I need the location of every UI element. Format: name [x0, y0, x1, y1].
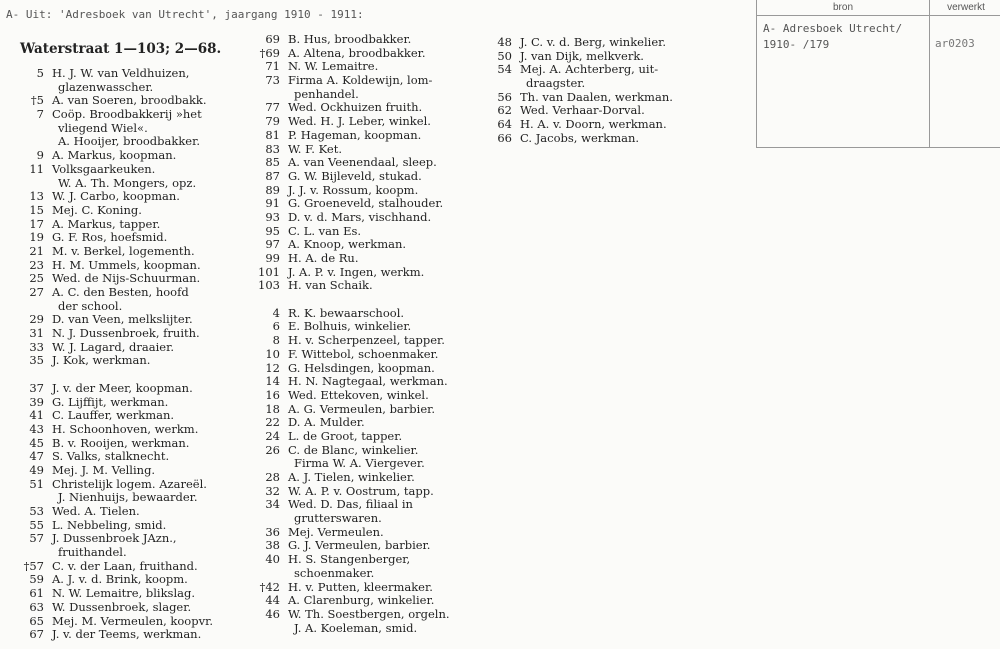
house-number: 95	[265, 223, 280, 238]
resident-entry: A. J. v. d. Brink, koopm.	[52, 572, 188, 587]
house-number: 56	[497, 89, 512, 104]
house-number: 65	[29, 613, 44, 628]
resident-entry: B. v. Rooijen, werkman.	[52, 435, 190, 450]
house-number: 53	[29, 504, 44, 518]
resident-entry: H. J. W. van Veldhuizen,	[52, 66, 190, 80]
resident-entry: W. J. Lagard, draaier.	[52, 339, 174, 354]
house-number: 97	[265, 237, 280, 252]
resident-entry: H. M. Ummels, koopman.	[52, 257, 201, 272]
resident-entry: J. C. v. d. Berg, winkelier.	[520, 35, 667, 49]
resident-entry: B. Hus, broodbakker.	[288, 32, 412, 46]
resident-entry: S. Valks, stalknecht.	[52, 449, 170, 464]
house-number: 79	[265, 114, 280, 129]
resident-entry: J. A. Koeleman, smid.	[294, 620, 418, 635]
resident-entry: J. J. v. Rossum, koopm.	[288, 182, 419, 197]
resident-entry: C. Lauffer, werkman.	[52, 408, 175, 423]
resident-entry: H. A. v. Doorn, werkman.	[520, 117, 667, 132]
table-divider	[929, 15, 930, 147]
resident-entry: A. Knoop, werkman.	[288, 237, 407, 252]
house-number: 57	[29, 531, 44, 546]
resident-entry: H. S. Stangenberger,	[288, 552, 411, 567]
resident-entry: J. A. P. v. Ingen, werkm.	[288, 264, 425, 279]
resident-entry: Wed. Verhaar-Dorval.	[520, 103, 645, 118]
house-number: 33	[29, 339, 44, 354]
resident-entry: penhandel.	[294, 86, 359, 101]
house-number: 59	[29, 572, 44, 587]
resident-entry: Coöp. Broodbakkerij »het	[52, 107, 202, 122]
resident-entry: Mej. C. Koning.	[52, 202, 142, 217]
resident-entry: A. G. Vermeulen, barbier.	[288, 401, 436, 416]
house-number: 34	[265, 497, 280, 512]
house-number: 19	[29, 230, 44, 245]
house-number: 22	[265, 415, 280, 430]
resident-entry: A. Clarenburg, winkelier.	[288, 593, 435, 608]
resident-entry: H. v. Putten, kleermaker.	[288, 579, 433, 594]
house-number: 32	[265, 483, 280, 498]
house-number: 37	[29, 380, 44, 395]
resident-entry: Mej. M. Vermeulen, koopvr.	[52, 613, 213, 628]
house-number: 7	[36, 107, 44, 122]
resident-entry: W. Th. Soestbergen, orgeln.	[288, 606, 450, 621]
resident-entry: W. F. Ket.	[288, 141, 342, 156]
house-number: 101	[258, 264, 280, 279]
column-header-verwerkt: verwerkt	[929, 0, 1000, 16]
house-number: 21	[29, 243, 44, 258]
resident-entry: W. A. Th. Mongers, opz.	[58, 175, 197, 190]
resident-entry: W. J. Carbo, koopman.	[52, 189, 180, 204]
house-number: 43	[29, 421, 44, 436]
resident-entry: Wed. D. Das, filiaal in	[288, 497, 413, 512]
resident-entry: A. van Veenendaal, sleep.	[288, 155, 437, 170]
house-number: 71	[265, 59, 280, 74]
resident-entry: W. A. P. v. Oostrum, tapp.	[288, 483, 434, 498]
resident-entry: C. v. der Laan, fruithand.	[52, 558, 198, 573]
house-number: 61	[29, 586, 44, 601]
house-number: 91	[265, 196, 280, 211]
house-number: 64	[497, 117, 512, 132]
resident-entry: Th. van Daalen, werkman.	[520, 89, 673, 104]
resident-entry: D. v. d. Mars, vischhand.	[288, 209, 432, 224]
house-number: 13	[29, 189, 44, 204]
column-header-bron: bron	[757, 0, 929, 16]
resident-entry: E. Bolhuis, winkelier.	[288, 319, 412, 334]
resident-entry: N. W. Lemaitre, blikslag.	[52, 586, 196, 601]
resident-entry: H. A. de Ru.	[288, 251, 359, 265]
resident-entry: A. van Soeren, broodbakk.	[52, 93, 207, 108]
resident-entry: G. W. Bijleveld, stukad.	[288, 168, 422, 183]
resident-entry: Volksgaarkeuken.	[52, 161, 156, 176]
house-number: 47	[29, 449, 44, 464]
resident-entry: draagster.	[526, 76, 586, 91]
street-title: Waterstraat 1—103; 2—68.	[20, 41, 222, 57]
resident-entry: N. W. Lemaitre.	[288, 59, 379, 74]
house-number: 25	[29, 271, 44, 286]
house-number: 66	[497, 130, 512, 145]
house-number: 87	[265, 168, 280, 183]
house-number: 15	[29, 202, 44, 217]
house-number: 73	[265, 73, 280, 88]
resident-entry: glazenwasscher.	[58, 79, 154, 94]
resident-entry: Wed. A. Tielen.	[52, 504, 140, 518]
resident-entry: F. Wittebol, schoenmaker.	[288, 346, 439, 361]
house-number: 35	[29, 353, 44, 368]
resident-entry: H. v. Scherpenzeel, tapper.	[288, 333, 445, 348]
resident-entry: A. Markus, tapper.	[52, 216, 161, 231]
resident-entry: J. Dussenbroek JAzn.,	[52, 531, 177, 546]
house-number: †57	[23, 558, 44, 573]
house-number: 54	[497, 62, 512, 77]
house-number: 27	[29, 285, 44, 299]
resident-entry: G. F. Ros, hoefsmid.	[52, 230, 168, 245]
house-number: 16	[265, 387, 280, 402]
house-number: 17	[29, 216, 44, 231]
house-number: 67	[29, 627, 44, 642]
resident-entry: schoenmaker.	[294, 565, 375, 580]
resident-entry: J. v. der Meer, koopman.	[52, 380, 193, 395]
house-number: †42	[259, 579, 280, 594]
resident-entry: J. Nienhuijs, bewaarder.	[58, 490, 198, 505]
house-number: 50	[497, 48, 512, 63]
resident-entry: D. van Veen, melkslijter.	[52, 312, 193, 327]
resident-entry: N. J. Dussenbroek, fruith.	[52, 326, 200, 341]
resident-entry: J. Kok, werkman.	[52, 353, 151, 368]
house-number: 46	[265, 606, 280, 621]
resident-entry: W. Dussenbroek, slager.	[52, 599, 192, 614]
resident-entry: J. v. der Teems, werkman.	[52, 627, 202, 642]
house-number: 26	[265, 442, 280, 457]
resident-entry: A. Hooijer, broodbakker.	[58, 134, 201, 149]
house-number: 5	[36, 66, 44, 80]
house-number: †5	[30, 93, 44, 108]
resident-entry: Wed. Ockhuizen fruith.	[288, 100, 423, 115]
house-number: 103	[258, 278, 280, 293]
resident-entry: Firma A. Koldewijn, lom-	[288, 73, 433, 88]
house-number: 38	[265, 538, 280, 553]
house-number: 6	[272, 319, 280, 334]
resident-entry: J. van Dijk, melkverk.	[520, 48, 644, 63]
resident-entry: L. de Groot, tapper.	[288, 428, 403, 443]
resident-entry: P. Hageman, koopman.	[288, 127, 422, 142]
house-number: 62	[497, 103, 512, 118]
resident-entry: Wed. de Nijs-Schuurman.	[52, 271, 201, 286]
bron-line: 1910- /179	[763, 38, 830, 51]
resident-entry: H. Schoonhoven, werkm.	[52, 421, 199, 436]
resident-entry: Mej. J. M. Velling.	[52, 462, 156, 477]
resident-entry: H. N. Nagtegaal, werkman.	[288, 374, 448, 389]
house-number: 4	[272, 305, 280, 320]
resident-entry: A. Markus, koopman.	[52, 148, 177, 163]
house-number: 8	[272, 333, 280, 348]
house-number: 55	[29, 517, 44, 532]
house-number: 40	[265, 552, 280, 567]
house-number: 49	[29, 462, 44, 477]
resident-entry: G. J. Vermeulen, barbier.	[288, 538, 431, 553]
house-number: 29	[29, 312, 44, 327]
house-number: 18	[265, 401, 280, 416]
house-number: 81	[265, 127, 280, 142]
house-number: 77	[265, 100, 280, 115]
resident-entry: H. van Schaik.	[288, 278, 373, 293]
house-number: 10	[265, 346, 280, 361]
resident-entry: A. Altena, broodbakker.	[288, 45, 426, 60]
resident-entry: A. C. den Besten, hoofd	[52, 285, 189, 299]
house-number: 45	[29, 435, 44, 450]
resident-entry: der school.	[58, 298, 123, 313]
verwerkt-cell: ar0203	[935, 37, 975, 50]
resident-entry: L. Nebbeling, smid.	[52, 517, 167, 532]
resident-entry: Wed. H. J. Leber, winkel.	[288, 114, 431, 129]
resident-entry: grutterswaren.	[294, 511, 382, 526]
resident-entry: C. Jacobs, werkman.	[520, 130, 640, 145]
resident-entry: Wed. Ettekoven, winkel.	[288, 387, 429, 402]
resident-entry: G. Groeneveld, stalhouder.	[288, 196, 444, 211]
house-number: 39	[29, 394, 44, 409]
resident-entry: Firma W. A. Viergever.	[294, 456, 425, 471]
resident-entry: C. de Blanc, winkelier.	[288, 442, 419, 457]
house-number: 23	[29, 257, 44, 272]
house-number: 99	[265, 251, 280, 265]
resident-entry: Mej. A. Achterberg, uit-	[520, 62, 659, 77]
house-number: 51	[29, 476, 44, 491]
page-header: A- Uit: 'Adresboek van Utrecht', jaargang 1910 - 1911:	[6, 8, 364, 21]
resident-entry: vliegend Wiel«.	[58, 120, 148, 135]
house-number: 28	[265, 470, 280, 484]
resident-entry: A. J. Tielen, winkelier.	[288, 470, 415, 484]
source-table	[756, 0, 1000, 148]
house-number: 48	[497, 35, 512, 49]
house-number: 12	[265, 360, 280, 375]
house-number: 63	[29, 599, 44, 614]
bron-cell	[763, 21, 925, 53]
house-number: 41	[29, 408, 44, 423]
house-number: 9	[36, 148, 44, 163]
resident-entry: C. L. van Es.	[288, 223, 362, 238]
resident-entry: G. Helsdingen, koopman.	[288, 360, 435, 375]
resident-entry: R. K. bewaarschool.	[288, 305, 405, 320]
house-number: 69	[265, 32, 280, 46]
bron-line: A- Adresboek Utrecht/	[763, 22, 903, 35]
house-number: †69	[259, 45, 280, 60]
house-number: 89	[265, 182, 280, 197]
resident-entry: G. Lijffijt, werkman.	[52, 394, 169, 409]
house-number: 36	[265, 524, 280, 539]
house-number: 83	[265, 141, 280, 156]
resident-entry: D. A. Mulder.	[288, 415, 365, 430]
house-number: 24	[265, 428, 280, 443]
house-number: 14	[265, 374, 280, 389]
resident-entry: fruithandel.	[58, 545, 127, 560]
resident-entry: Christelijk logem. Azareël.	[52, 476, 207, 491]
house-number: 31	[29, 326, 44, 341]
house-number: 11	[29, 161, 44, 176]
house-number: 93	[265, 209, 280, 224]
house-number: 85	[265, 155, 280, 170]
resident-entry: Mej. Vermeulen.	[288, 524, 384, 539]
house-number: 44	[265, 593, 280, 608]
resident-entry: M. v. Berkel, logementh.	[52, 243, 195, 258]
